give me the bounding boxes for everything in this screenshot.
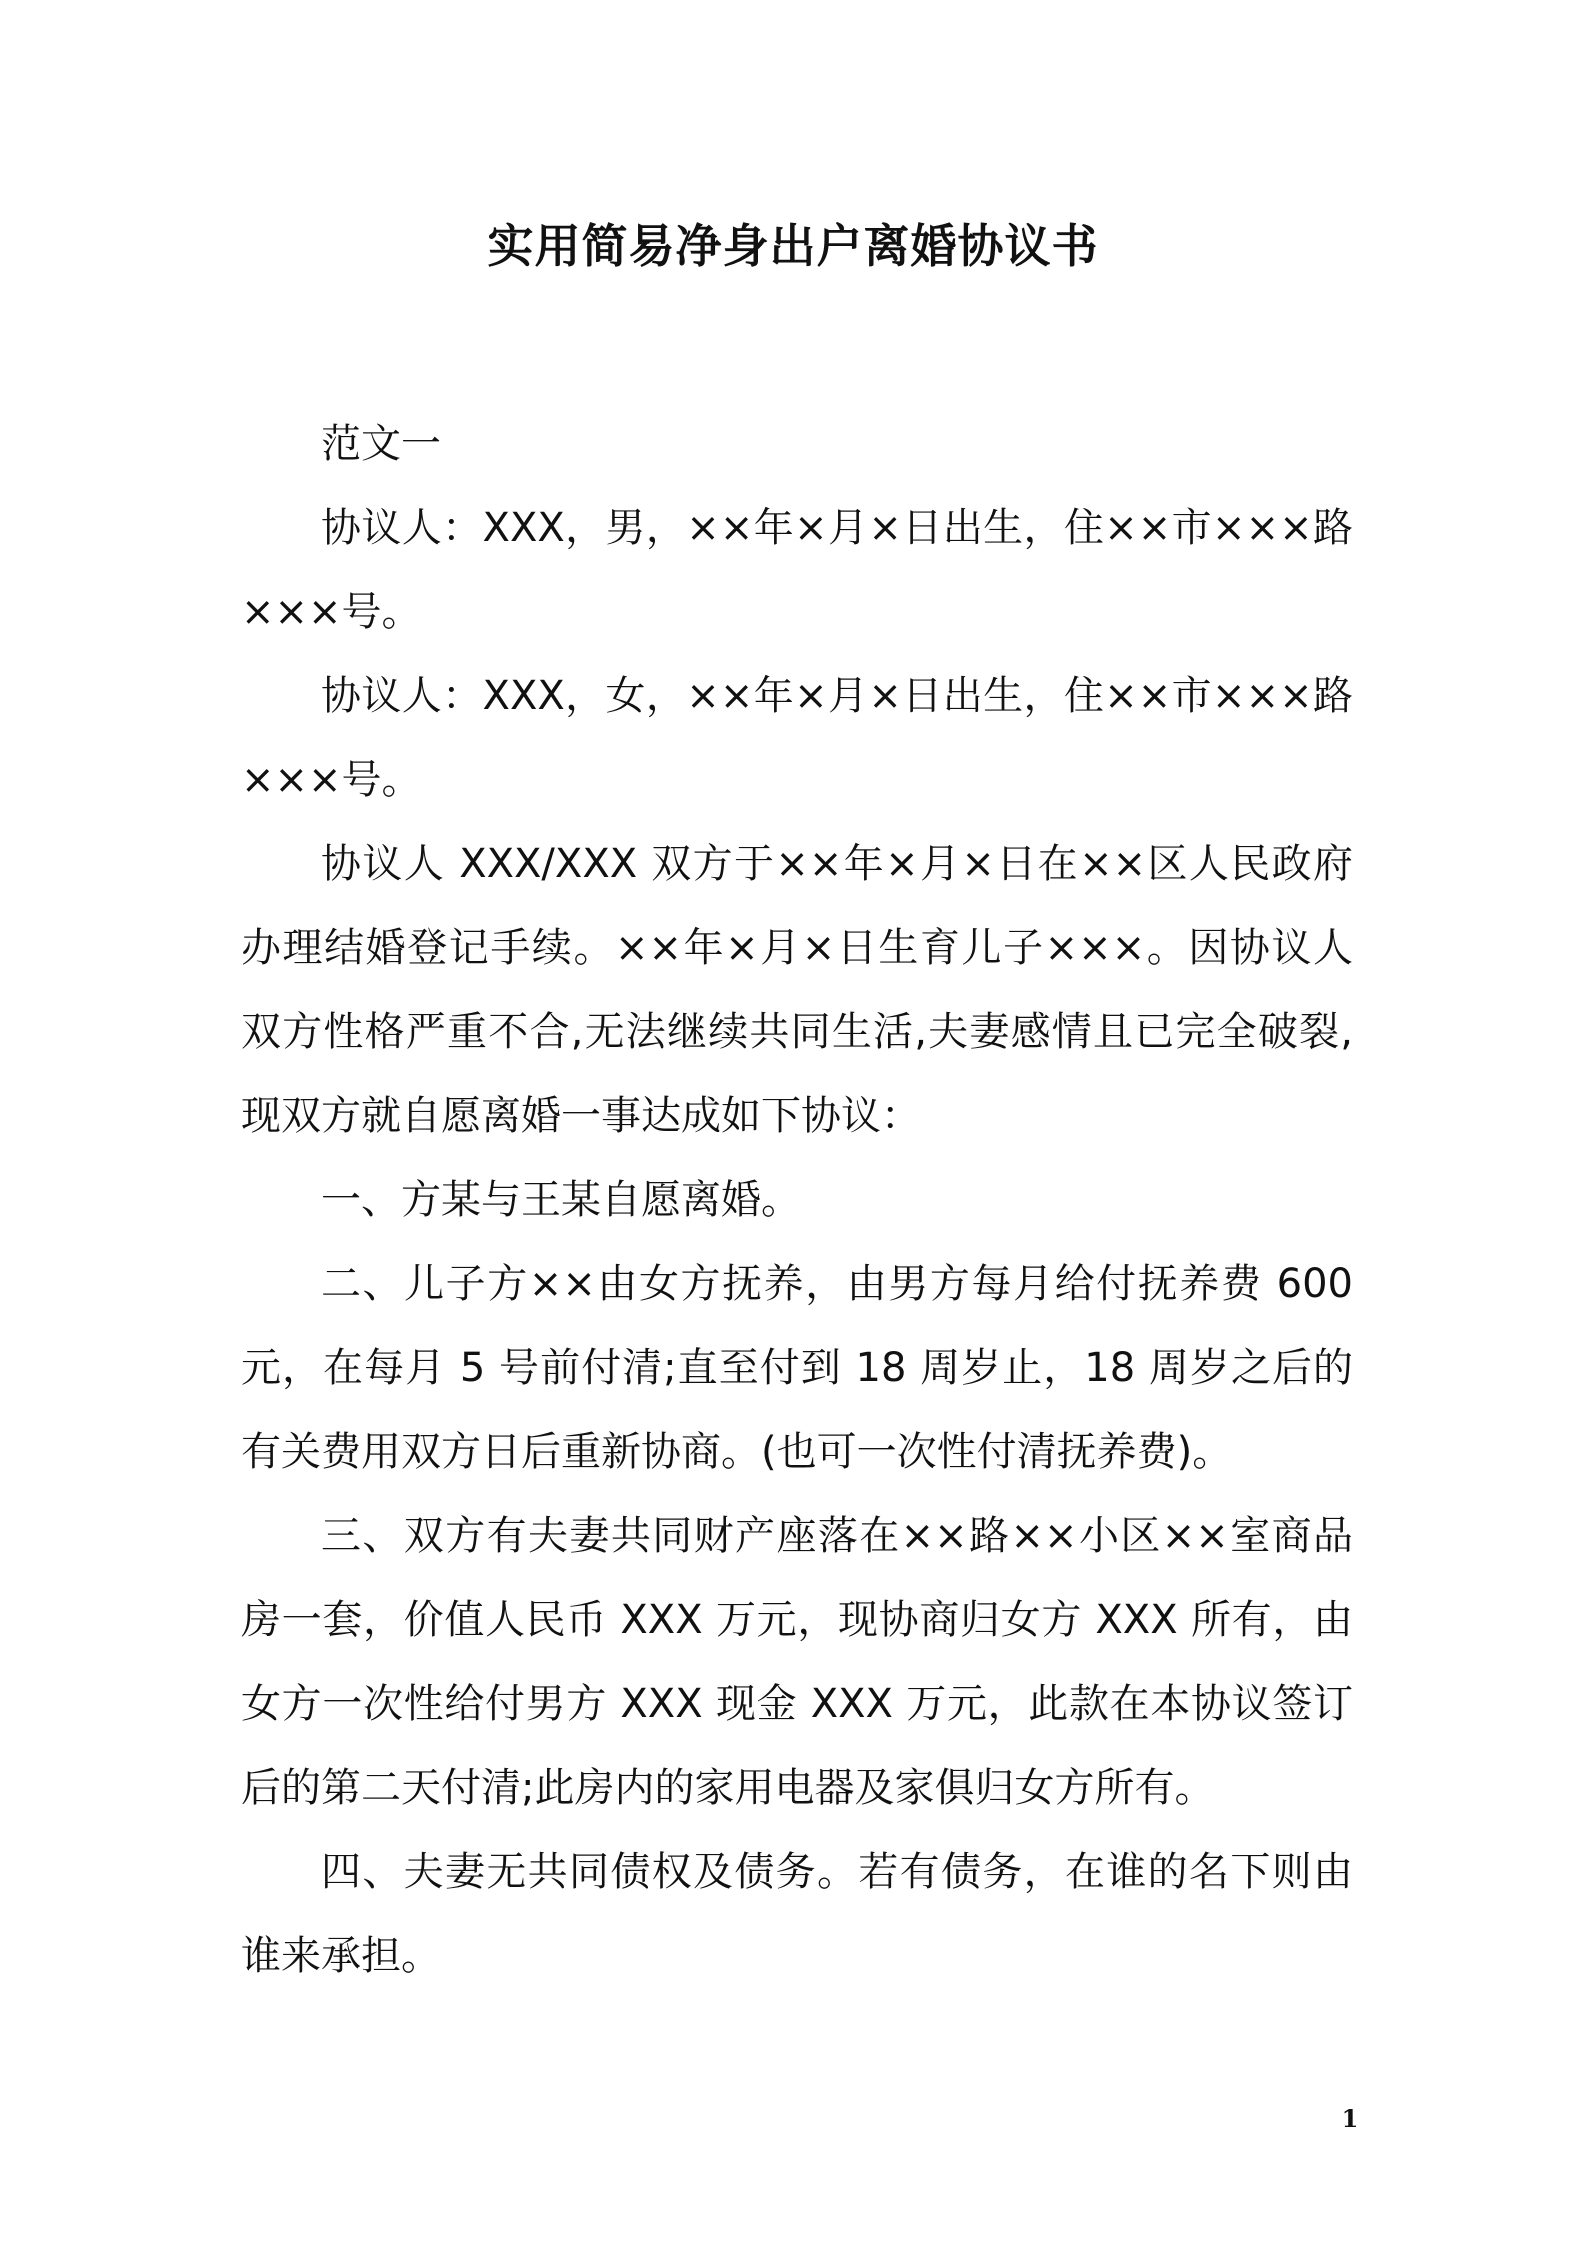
paragraph-clause-2: 二、儿子方××由女方抚养，由男方每月给付抚养费 600 元，在每月 5 号前付清;直至付到 18 周岁止，18 周岁之后的有关费用双方日后重新协商。(也可一次性付清抚养费)。 [241,1261,1353,1475]
paragraph-party-female: 协议人：XXX，女，××年×月×日出生，住××市×××路×××号。 [241,673,1353,803]
paragraph-party-male: 协议人：XXX，男，××年×月×日出生，住××市×××路×××号。 [241,505,1353,635]
document-title: 实用简易净身出户离婚协议书 [487,219,1099,273]
paragraph-sample-label: 范文一 [321,421,441,467]
paragraph-preamble: 协议人 XXX/XXX 双方于××年×月×日在××区人民政府办理结婚登记手续。××年×月×日生育儿子×××。因协议人双方性格严重不合,无法继续共同生活,夫妻感情且已完全破裂,现双方就自愿离婚一事达成如下协议： [241,841,1353,1139]
paragraph-clause-1: 一、方某与王某自愿离婚。 [321,1177,801,1223]
paragraph-clause-3: 三、双方有夫妻共同财产座落在××路××小区××室商品房一套，价值人民币 XXX 万元，现协商归女方 XXX 所有，由女方一次性给付男方 XXX 现金 XXX 万元，此款在本协议签订后的第二天付清;此房内的家用电器及家俱归女方所有。 [241,1513,1353,1811]
document-body [241,402,1353,1998]
page-number: 1 [1341,2104,1359,2133]
paragraph-clause-4: 四、夫妻无共同债权及债务。若有债务，在谁的名下则由谁来承担。 [241,1849,1353,1979]
